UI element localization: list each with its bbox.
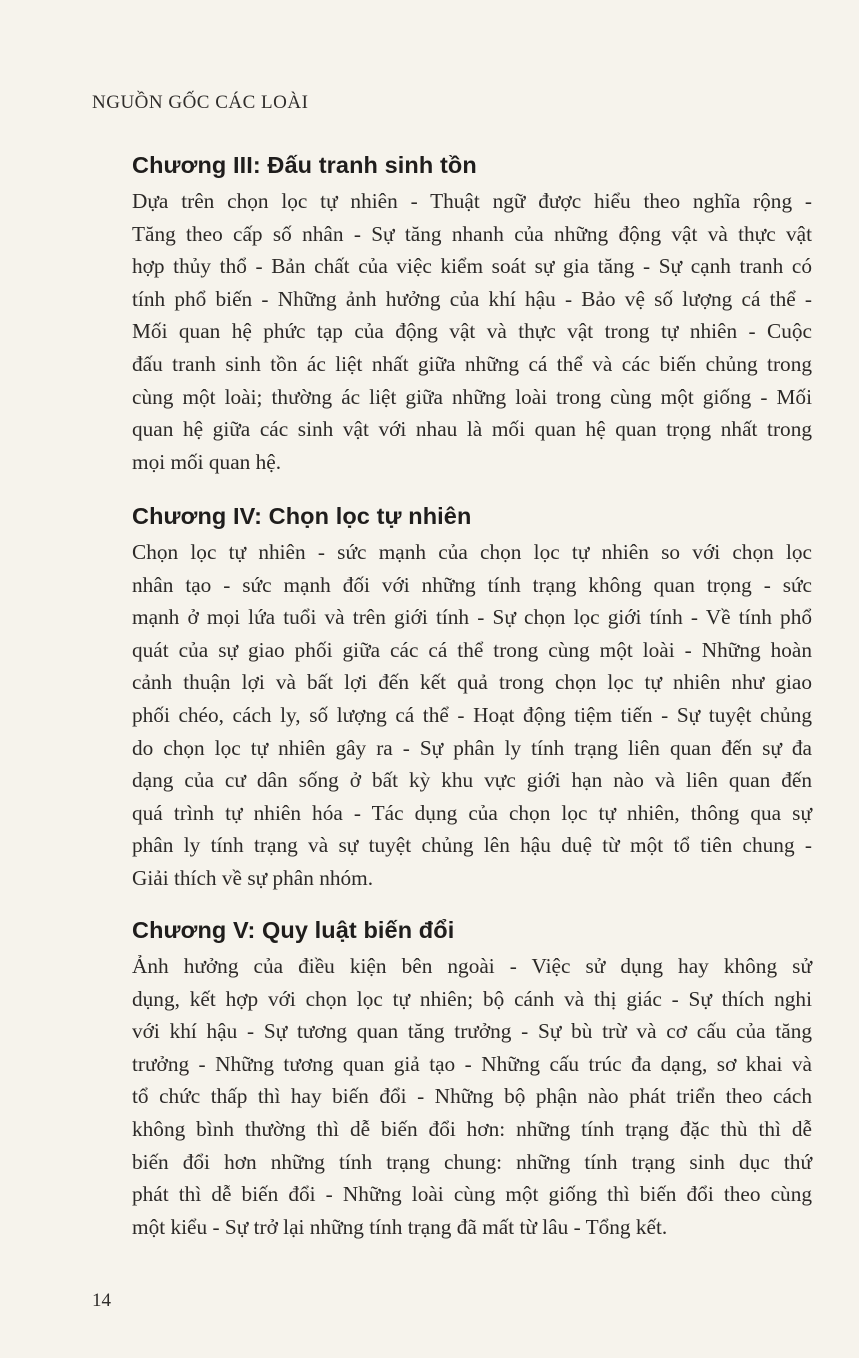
text-line: Tăng theo cấp số nhân - Sự tăng nhanh của những động vật và thực vật: [132, 221, 812, 246]
text-line: Mối quan hệ phức tạp của động vật và thực vật trong tự nhiên - Cuộc: [132, 319, 812, 344]
text-line: Ảnh hưởng của điều kiện bên ngoài - Việc sử dụng hay không sử: [132, 954, 812, 978]
text-line: dụng, kết hợp với chọn lọc tự nhiên; bộ cánh và thị giác - Sự thích nghi: [132, 986, 812, 1011]
chapter-title: Chương V: Quy luật biến đổi: [132, 917, 455, 943]
text-line: mạnh ở mọi lứa tuổi và trên giới tính - Sự chọn lọc giới tính - Về tính phổ: [132, 605, 812, 630]
text-line: phân ly tính trạng và sự tuyệt chủng lên hậu duệ từ một tổ tiên chung -: [132, 833, 812, 858]
text-line: trưởng - Những tương quan giả tạo - Những cấu trúc đa dạng, sơ khai và: [132, 1051, 812, 1076]
text-line: quát của sự giao phối giữa các cá thể trong cùng một loài - Những hoàn: [132, 637, 812, 662]
text-line: cùng một loài; thường ác liệt giữa những loài trong cùng một giống - Mối: [132, 384, 812, 409]
chapter-3: [132, 152, 812, 478]
text-line: phát thì dễ biến đổi - Những loài cùng một giống thì biến đổi theo cùng: [132, 1182, 812, 1207]
text-line: tính phổ biến - Những ảnh hưởng của khí hậu - Bảo vệ số lượng cá thể -: [132, 286, 812, 311]
text-line: quá trình tự nhiên hóa - Tác dụng của chọn lọc tự nhiên, thông qua sự: [132, 800, 812, 825]
text-line: dạng của cư dân sống ở bất kỳ khu vực giới hạn nào và liên quan đến: [132, 768, 812, 793]
chapter-summary: [132, 950, 812, 1243]
chapter-title: Chương IV: Chọn lọc tự nhiên: [132, 503, 472, 529]
text-line: hợp thủy thổ - Bản chất của việc kiểm soát sự gia tăng - Sự cạnh tranh có: [132, 254, 812, 279]
text-line: không bình thường thì dễ biến đổi hơn: những tính trạng đặc thù thì dễ: [132, 1116, 812, 1141]
page-number: 14: [92, 1290, 111, 1311]
text-line: Chọn lọc tự nhiên - sức mạnh của chọn lọc tự nhiên so với chọn lọc: [132, 540, 812, 564]
text-line: với khí hậu - Sự tương quan tăng trưởng - Sự bù trừ và cơ cấu của tăng: [132, 1019, 812, 1044]
text-line: quan hệ giữa các sinh vật với nhau là mối quan hệ quan trọng nhất trong: [132, 417, 812, 442]
running-head: NGUỒN GỐC CÁC LOÀI: [92, 92, 309, 113]
chapter-title: Chương III: Đấu tranh sinh tồn: [132, 152, 477, 178]
text-line: nhân tạo - sức mạnh đối với những tính trạng không quan trọng - sức: [132, 572, 812, 597]
text-line: tổ chức thấp thì hay biến đổi - Những bộ phận nào phát triển theo cách: [132, 1084, 812, 1109]
text-line: đấu tranh sinh tồn ác liệt nhất giữa những cá thể và các biến chủng trong: [132, 351, 812, 376]
chapter-summary: [132, 185, 812, 478]
text-line: do chọn lọc tự nhiên gây ra - Sự phân ly tính trạng liên quan đến sự đa: [132, 735, 812, 760]
text-line: phối chéo, cách ly, số lượng cá thể - Hoạt động tiệm tiến - Sự tuyệt chủng: [132, 702, 812, 727]
chapter-5: [132, 917, 812, 1243]
chapter-summary: [132, 536, 812, 895]
text-line: một kiểu - Sự trở lại những tính trạng đã mất từ lâu - Tổng kết.: [132, 1214, 668, 1239]
text-line: Giải thích về sự phân nhóm.: [132, 865, 374, 890]
chapter-4: [132, 503, 812, 895]
text-line: Dựa trên chọn lọc tự nhiên - Thuật ngữ được hiểu theo nghĩa rộng -: [132, 189, 812, 213]
text-line: mọi mối quan hệ.: [132, 449, 282, 474]
text-line: biến đổi hơn những tính trạng chung: những tính trạng sinh dục thứ: [132, 1149, 812, 1174]
text-line: cảnh thuận lợi và bất lợi đến kết quả trong chọn lọc tự nhiên như giao: [132, 670, 812, 695]
